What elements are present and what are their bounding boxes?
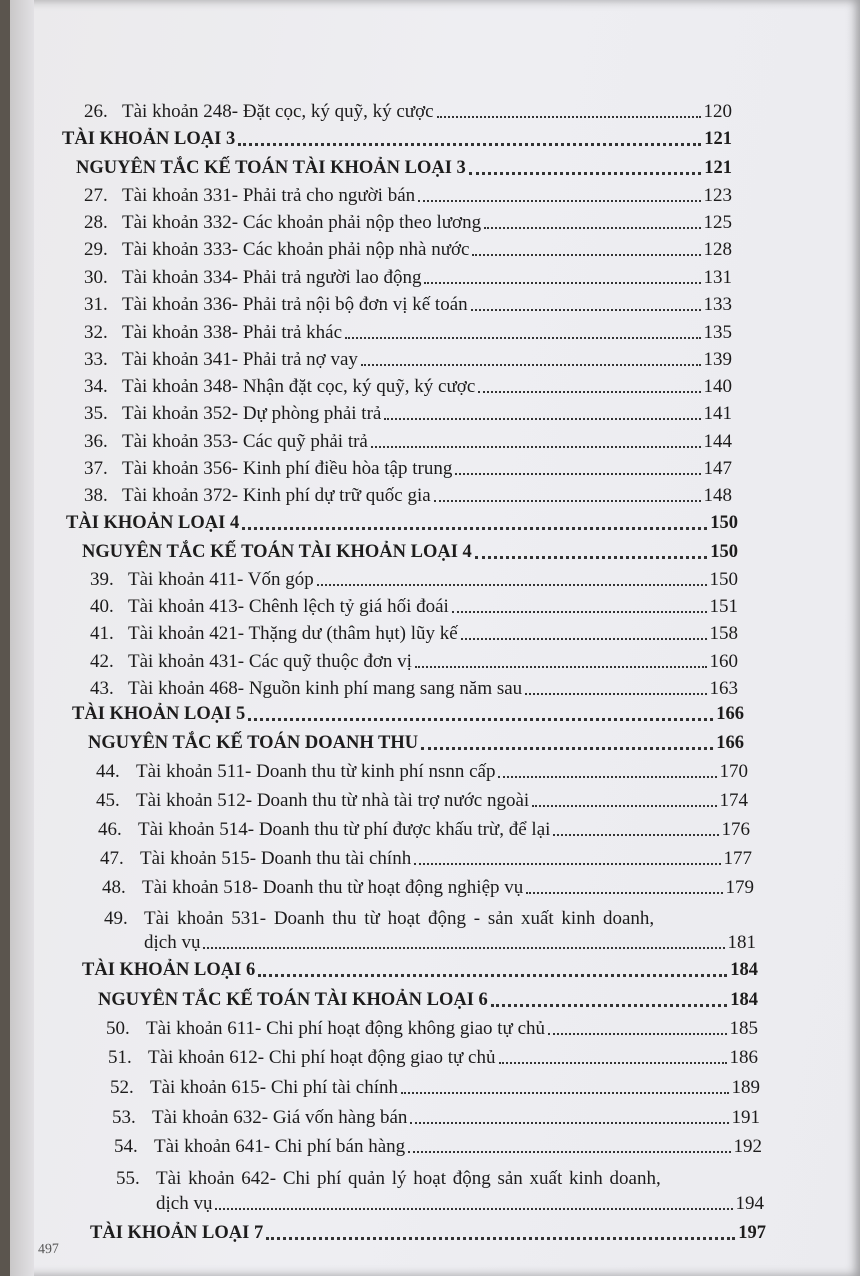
entry-title-continued: dịch vụ <box>156 1193 213 1214</box>
leader-dots <box>469 172 701 175</box>
entry-page: 194 <box>735 1193 764 1214</box>
toc-section-loai-3 <box>62 130 732 149</box>
entry-page: 184 <box>730 990 758 1010</box>
entry-title: Tài khoản 632- Giá vốn hàng bán <box>152 1107 408 1128</box>
leader-dots <box>437 116 701 118</box>
entry-number: 54. <box>114 1136 138 1157</box>
leader-dots <box>401 1092 728 1094</box>
entry-title: Tài khoản 531- Doanh thu từ hoạt động - sản xuất kinh doanh, <box>144 908 655 929</box>
entry-page: 135 <box>703 322 732 343</box>
entry-title: TÀI KHOẢN LOẠI 6 <box>82 960 256 980</box>
toc-heading-loai-4 <box>82 543 738 562</box>
entry-title: Tài khoản 248- Đặt cọc, ký quỹ, ký cược <box>122 101 434 122</box>
leader-dots <box>361 364 701 366</box>
toc-heading-doanh-thu <box>88 734 744 753</box>
toc-entry-36 <box>84 432 732 451</box>
entry-number: 37. <box>84 458 108 479</box>
entry-title: Tài khoản 333- Các khoản phải nộp nhà nước <box>122 239 470 260</box>
entry-page: 191 <box>731 1107 760 1128</box>
leader-dots <box>548 1033 726 1035</box>
leader-dots <box>472 254 700 256</box>
toc-entry-37 <box>84 459 732 478</box>
entry-page: 120 <box>703 101 732 122</box>
leader-dots <box>371 446 701 448</box>
toc-heading-loai-6 <box>98 991 758 1010</box>
toc-heading-loai-3 <box>76 159 732 178</box>
entry-title: Tài khoản 511- Doanh thu từ kinh phí nsnn cấp <box>136 761 496 782</box>
entry-page: 123 <box>703 185 732 206</box>
entry-number: 49. <box>104 908 128 929</box>
leader-dots <box>215 1208 732 1210</box>
leader-dots <box>461 638 707 640</box>
entry-title: Tài khoản 331- Phải trả cho người bán <box>122 185 416 206</box>
leader-dots <box>475 556 707 559</box>
entry-title: Tài khoản 341- Phải trả nợ vay <box>122 349 358 370</box>
entry-title: Tài khoản 348- Nhận đặt cọc, ký quỹ, ký cược <box>122 376 476 397</box>
toc-entry-41 <box>90 624 738 643</box>
entry-number: 38. <box>84 485 108 506</box>
entry-number: 50. <box>106 1018 130 1039</box>
toc-section-loai-7 <box>90 1224 766 1243</box>
toc-entry-39 <box>90 570 738 589</box>
entry-page: 176 <box>721 819 750 840</box>
leader-dots <box>499 1062 727 1064</box>
entry-page: 131 <box>703 267 732 288</box>
leader-dots <box>203 947 724 949</box>
toc-entry-27 <box>84 186 732 205</box>
entry-title: NGUYÊN TẮC KẾ TOÁN TÀI KHOẢN LOẠI 3 <box>76 158 466 178</box>
entry-number: 31. <box>84 294 108 315</box>
entry-title: Tài khoản 641- Chi phí bán hàng <box>154 1136 406 1157</box>
entry-number: 41. <box>90 623 114 644</box>
toc-entry-35 <box>84 404 732 423</box>
toc-entry-49-line2 <box>144 933 756 952</box>
leader-dots <box>421 747 713 750</box>
leader-dots <box>471 309 701 311</box>
leader-dots <box>434 500 701 502</box>
entry-title: TÀI KHOẢN LOẠI 7 <box>90 1223 264 1243</box>
entry-page: 141 <box>703 403 732 424</box>
entry-number: 48. <box>102 877 126 898</box>
entry-title: Tài khoản 615- Chi phí tài chính <box>150 1077 399 1098</box>
entry-title: Tài khoản 612- Chi phí hoạt động giao tự chủ <box>148 1047 496 1068</box>
entry-title: TÀI KHOẢN LOẠI 3 <box>62 129 236 149</box>
leader-dots <box>526 892 722 894</box>
leader-dots <box>491 1004 727 1007</box>
entry-title-continued: dịch vụ <box>144 932 201 953</box>
toc-entry-47 <box>100 849 752 868</box>
book-page <box>10 0 860 1276</box>
entry-number: 42. <box>90 651 114 672</box>
entry-number: 51. <box>108 1047 132 1068</box>
toc-entry-42 <box>90 652 738 671</box>
entry-number: 30. <box>84 267 108 288</box>
leader-dots <box>242 527 707 530</box>
leader-dots <box>418 200 700 202</box>
entry-page: 179 <box>725 877 754 898</box>
entry-number: 53. <box>112 1107 136 1128</box>
entry-page: 186 <box>729 1047 758 1068</box>
toc-entry-31 <box>84 295 732 314</box>
toc-section-loai-5 <box>72 705 744 724</box>
leader-dots <box>238 143 701 146</box>
entry-page: 150 <box>709 569 738 590</box>
entry-page: 177 <box>723 848 752 869</box>
entry-title: TÀI KHOẢN LOẠI 5 <box>72 704 246 724</box>
entry-title: Tài khoản 334- Phải trả người lao động <box>122 267 422 288</box>
toc-entry-40 <box>90 597 738 616</box>
entry-title: Tài khoản 468- Nguồn kinh phí mang sang năm sau <box>128 678 523 699</box>
leader-dots <box>452 611 707 613</box>
leader-dots <box>410 1122 728 1124</box>
entry-title: NGUYÊN TẮC KẾ TOÁN DOANH THU <box>88 733 419 753</box>
toc-entry-49-line1 <box>104 909 754 928</box>
entry-title: Tài khoản 338- Phải trả khác <box>122 322 343 343</box>
leader-dots <box>525 693 706 695</box>
leader-dots <box>484 227 700 229</box>
leader-dots <box>478 391 700 393</box>
entry-number: 35. <box>84 403 108 424</box>
entry-page: 192 <box>733 1136 762 1157</box>
entry-number: 26. <box>84 101 108 122</box>
entry-title: Tài khoản 421- Thặng dư (thâm hụt) lũy kế <box>128 623 458 644</box>
toc-entry-51 <box>108 1048 758 1067</box>
toc-entry-50 <box>106 1019 758 1038</box>
toc-entry-53 <box>112 1108 760 1127</box>
entry-title: NGUYÊN TẮC KẾ TOÁN TÀI KHOẢN LOẠI 6 <box>98 990 488 1010</box>
entry-page: 170 <box>719 761 748 782</box>
entry-number: 47. <box>100 848 124 869</box>
leader-dots <box>384 418 700 420</box>
leader-dots <box>498 776 716 778</box>
toc-entry-48 <box>102 878 754 897</box>
entry-page: 163 <box>709 678 738 699</box>
entry-title: Tài khoản 431- Các quỹ thuộc đơn vị <box>128 651 412 672</box>
entry-title: NGUYÊN TẮC KẾ TOÁN TÀI KHOẢN LOẠI 4 <box>82 542 472 562</box>
leader-dots <box>415 666 707 668</box>
leader-dots <box>248 718 713 721</box>
entry-page: 147 <box>703 458 732 479</box>
toc-entry-52 <box>110 1078 760 1097</box>
entry-number: 36. <box>84 431 108 452</box>
entry-page: 125 <box>703 212 732 233</box>
leader-dots <box>553 834 718 836</box>
entry-number: 33. <box>84 349 108 370</box>
leader-dots <box>258 974 727 977</box>
entry-title: Tài khoản 512- Doanh thu từ nhà tài trợ nước ngoài <box>136 790 530 811</box>
leader-dots <box>532 805 716 807</box>
toc-entry-38 <box>84 486 732 505</box>
entry-title: Tài khoản 336- Phải trả nội bộ đơn vị kế toán <box>122 294 468 315</box>
leader-dots <box>414 863 720 865</box>
entry-page: 139 <box>703 349 732 370</box>
toc-entry-33 <box>84 350 732 369</box>
toc-section-loai-6 <box>82 961 758 980</box>
toc-entry-46 <box>98 820 750 839</box>
leader-dots <box>424 282 700 284</box>
toc-entry-54 <box>114 1137 762 1156</box>
toc-entry-29 <box>84 240 732 259</box>
page-spine-shadow <box>10 0 34 1276</box>
entry-page: 158 <box>709 623 738 644</box>
entry-title: Tài khoản 515- Doanh thu tài chính <box>140 848 412 869</box>
toc-entry-43 <box>90 679 738 698</box>
entry-page: 189 <box>731 1077 760 1098</box>
toc-entry-55-line1 <box>116 1169 762 1188</box>
entry-page: 185 <box>729 1018 758 1039</box>
entry-page: 140 <box>703 376 732 397</box>
entry-title: Tài khoản 514- Doanh thu từ phí được khấu trừ, để lại <box>138 819 551 840</box>
toc-entry-32 <box>84 323 732 342</box>
entry-title: Tài khoản 356- Kinh phí điều hòa tập trung <box>122 458 453 479</box>
leader-dots <box>455 473 700 475</box>
toc-entry-55-line2 <box>156 1194 764 1213</box>
entry-page: 184 <box>730 960 758 980</box>
entry-page: 128 <box>703 239 732 260</box>
toc-entry-45 <box>96 791 748 810</box>
entry-title: Tài khoản 413- Chênh lệch tỷ giá hối đoái <box>128 596 449 617</box>
entry-page: 197 <box>738 1223 766 1243</box>
leader-dots <box>317 584 707 586</box>
entry-number: 34. <box>84 376 108 397</box>
entry-page: 181 <box>727 932 756 953</box>
leader-dots <box>266 1237 735 1240</box>
entry-number: 44. <box>96 761 120 782</box>
entry-number: 45. <box>96 790 120 811</box>
leader-dots <box>345 337 700 339</box>
entry-number: 29. <box>84 239 108 260</box>
entry-page: 150 <box>710 542 738 562</box>
leader-dots <box>408 1151 730 1153</box>
entry-page: 166 <box>716 733 744 753</box>
entry-page: 160 <box>709 651 738 672</box>
toc-entry-34 <box>84 377 732 396</box>
entry-number: 32. <box>84 322 108 343</box>
entry-page: 144 <box>703 431 732 452</box>
entry-title: TÀI KHOẢN LOẠI 4 <box>66 513 240 533</box>
entry-title: Tài khoản 642- Chi phí quản lý hoạt động sản xuất kinh doanh, <box>156 1168 661 1189</box>
entry-page: 121 <box>704 158 732 178</box>
entry-page: 133 <box>703 294 732 315</box>
entry-number: 27. <box>84 185 108 206</box>
entry-page: 121 <box>704 129 732 149</box>
toc-entry-44 <box>96 762 748 781</box>
entry-page: 148 <box>703 485 732 506</box>
entry-number: 39. <box>90 569 114 590</box>
entry-page: 151 <box>709 596 738 617</box>
entry-number: 46. <box>98 819 122 840</box>
entry-title: Tài khoản 611- Chi phí hoạt động không giao tự chủ <box>146 1018 546 1039</box>
entry-title: Tài khoản 332- Các khoản phải nộp theo lương <box>122 212 482 233</box>
entry-page: 166 <box>716 704 744 724</box>
entry-title: Tài khoản 353- Các quỹ phải trả <box>122 431 368 452</box>
entry-number: 40. <box>90 596 114 617</box>
entry-title: Tài khoản 411- Vốn góp <box>128 569 314 590</box>
entry-number: 28. <box>84 212 108 233</box>
entry-title: Tài khoản 518- Doanh thu từ hoạt động nghiệp vụ <box>142 877 524 898</box>
entry-number: 43. <box>90 678 114 699</box>
toc-entry-26 <box>84 102 732 121</box>
toc-entry-28 <box>84 213 732 232</box>
page-number: 497 <box>37 1241 60 1258</box>
entry-number: 52. <box>110 1077 134 1098</box>
entry-title: Tài khoản 352- Dự phòng phải trả <box>122 403 382 424</box>
toc-entry-30 <box>84 268 732 287</box>
entry-page: 150 <box>710 513 738 533</box>
entry-page: 174 <box>719 790 748 811</box>
entry-title: Tài khoản 372- Kinh phí dự trữ quốc gia <box>122 485 431 506</box>
entry-number: 55. <box>116 1168 140 1189</box>
toc-section-loai-4 <box>66 514 738 533</box>
